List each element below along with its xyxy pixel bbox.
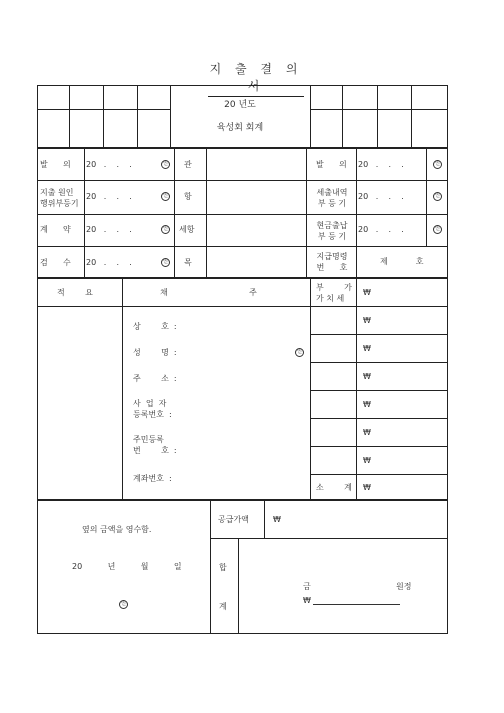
vat-header: 부 가 가 치 세 [316,283,352,303]
won-sign-total: ₩ [303,596,311,605]
supply-price-label: 공급가액 [218,515,249,524]
seal-icon: 인 [433,225,442,234]
company-field: 상 호 : [133,322,177,331]
seal-icon: 인 [161,225,170,234]
right-row-label-2: 세출내역 부 등 기 [316,188,348,208]
won-sign-4: ₩ [363,400,371,409]
won-sign-vat: ₩ [363,288,371,297]
payment-order-number: 제 호 [380,257,424,266]
budget-item-label: 목 [184,258,192,267]
left-row-date-3: 20 . . . [86,225,132,234]
left-row-date-4: 20 . . . [86,258,132,267]
budget-chapter-label: 관 [184,160,192,169]
payment-order-label: 지급명령 번 호 [316,252,348,272]
seal-icon: 인 [295,348,304,357]
seal-icon: 인 [161,160,170,169]
right-row-label-1: 발 의 [316,160,347,169]
left-row-date-2: 20 . . . [86,192,132,201]
name-field: 성 명 : [133,348,177,357]
won-sign-3: ₩ [363,372,371,381]
account-name: 육성회 회계 [216,123,264,133]
seal-icon: 인 [433,160,442,169]
receipt-text: 옆의 금액을 영수함. [82,525,152,534]
budget-subsection-label: 세항 [179,225,195,234]
business-number-field: 사 업 자 등록번호 : [133,399,172,419]
address-field: 주 소 : [133,374,177,383]
receipt-date: 20 년 월 일 [72,562,182,571]
creditor-header: 채 주 [160,288,257,297]
bank-account-field: 계좌번호 : [133,474,172,483]
won-sign-6: ₩ [363,456,371,465]
fiscal-year: 20 년도 [224,100,256,110]
left-row-label-3: 계 약 [40,225,71,234]
left-row-date-1: 20 . . . [86,160,132,169]
left-row-label-1: 발 의 [40,160,71,169]
seal-icon: 인 [433,192,442,201]
resident-number-field: 주민등록 번 호 : [133,435,177,455]
seal-icon: 인 [161,192,170,201]
won-sign-supply: ₩ [273,515,281,524]
document-title: 지 출 결 의 서 [208,60,304,97]
total-amount-suffix: 원정 [396,582,412,591]
total-label-bottom: 계 [219,602,227,611]
won-sign-2: ₩ [363,344,371,353]
left-row-label-4: 검 수 [40,258,71,267]
total-label-top: 합 [219,563,227,572]
right-row-date-2: 20 . . . [358,192,404,201]
summary-header: 적 요 [57,288,93,297]
won-sign-5: ₩ [363,428,371,437]
approval-section [37,85,448,148]
right-row-date-3: 20 . . . [358,225,404,234]
creditor-section [37,278,448,500]
budget-section-label: 항 [184,192,192,201]
subtotal-label: 소 계 [316,483,352,492]
left-row-label-2: 지출 원인 행위부등기 [40,188,79,208]
total-amount-label: 금 [303,582,311,591]
seal-icon: 인 [161,258,170,267]
right-row-label-3: 현금출납 부 등 기 [316,221,348,241]
total-amount-line [313,604,400,605]
seal-icon: 인 [119,600,128,609]
won-sign-1: ₩ [363,316,371,325]
won-sign-subtotal: ₩ [363,483,371,492]
right-row-date-1: 20 . . . [358,160,404,169]
